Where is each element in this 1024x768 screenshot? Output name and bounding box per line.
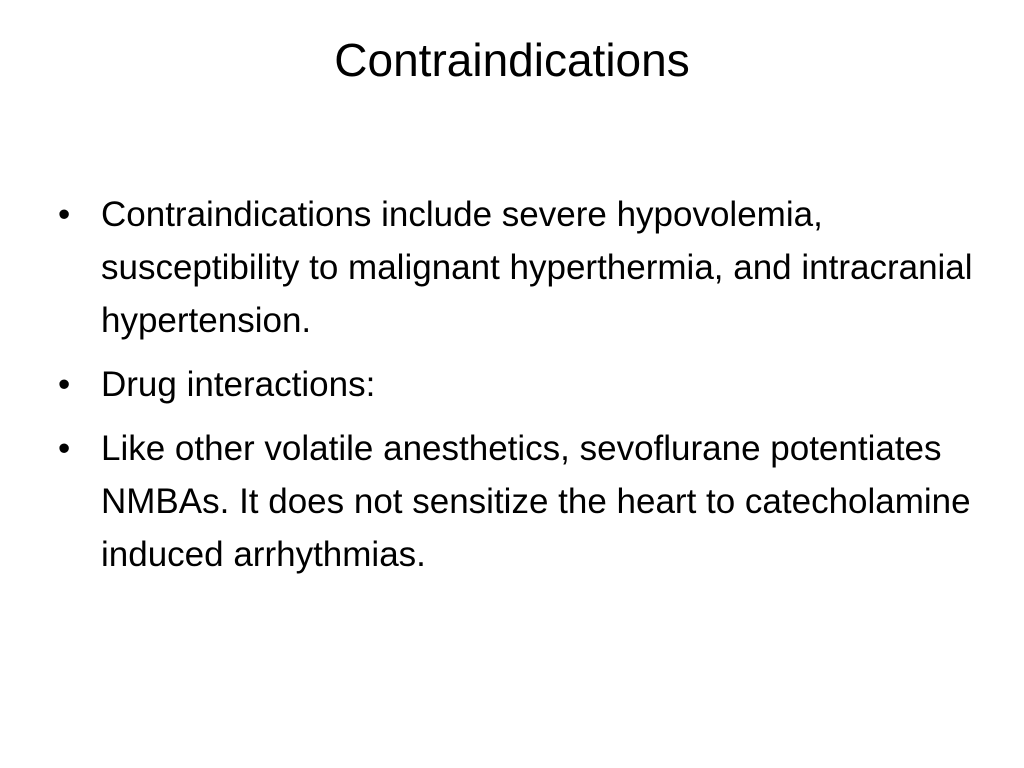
- bullet-text: Drug interactions:: [101, 365, 376, 404]
- bullet-dot-icon: •: [58, 195, 71, 234]
- bullet-text: Contraindications include severe hypovolemia, susceptibility to malignant hyperthermia, and intracranial hypertension.: [101, 195, 973, 340]
- bullet-text: Like other volatile anesthetics, sevoflurane potentiates NMBAs. It does not sensitize the heart to catecholamine induced arrhythmias.: [101, 429, 971, 574]
- bullet-item-contraindications: [58, 188, 978, 347]
- slide-title: Contraindications: [334, 34, 690, 86]
- bullet-item-drug-interactions: [58, 358, 978, 411]
- bullet-item-volatile-anesthetics: [58, 422, 978, 581]
- bullet-dot-icon: •: [58, 365, 71, 404]
- bullet-dot-icon: •: [58, 429, 71, 468]
- bullet-list: [58, 188, 978, 592]
